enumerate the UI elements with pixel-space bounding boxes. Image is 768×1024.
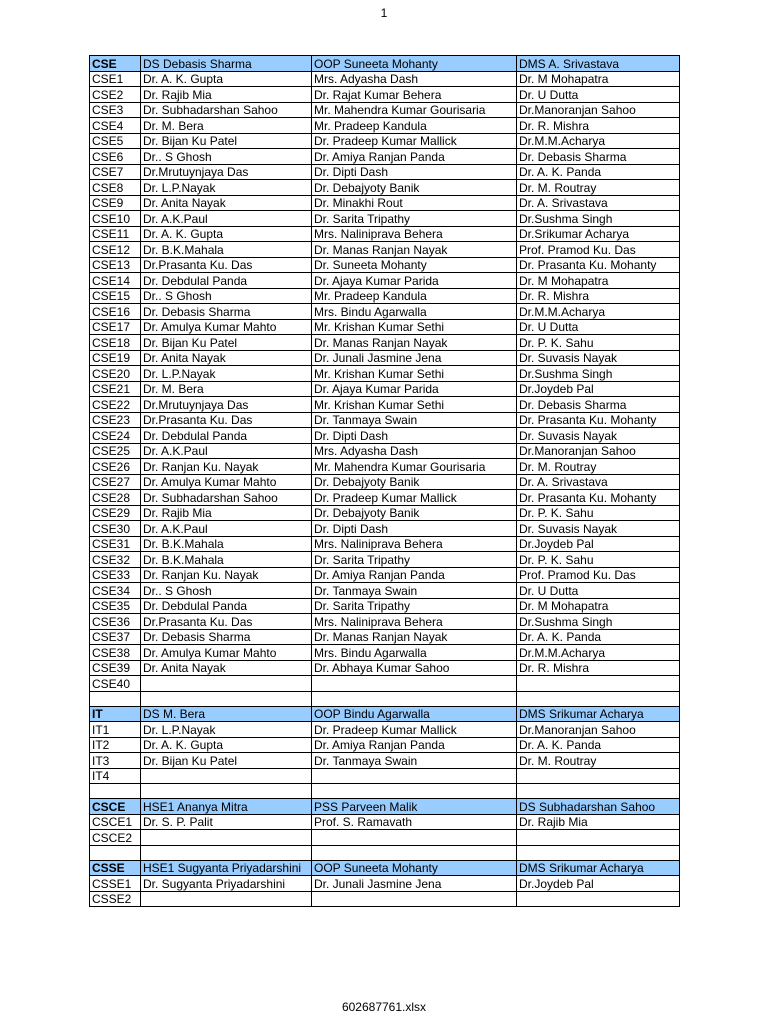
table-row bbox=[90, 412, 680, 428]
table-row bbox=[90, 676, 680, 692]
group-code-cell[interactable]: CSE30 bbox=[90, 521, 141, 537]
group-code-cell[interactable]: CSE25 bbox=[90, 443, 141, 459]
faculty-name-cell[interactable] bbox=[141, 768, 312, 784]
faculty-name-cell[interactable]: Dr.. S Ghosh bbox=[141, 288, 312, 304]
faculty-name-cell[interactable]: Dr. A. K. Panda bbox=[517, 737, 680, 753]
table-row bbox=[90, 397, 680, 413]
faculty-name-cell[interactable]: Dr. Ajaya Kumar Parida bbox=[312, 381, 517, 397]
faculty-name-cell[interactable]: Dr. Rajat Kumar Behera bbox=[312, 87, 517, 103]
faculty-name-cell[interactable]: Dr.. S Ghosh bbox=[141, 149, 312, 165]
faculty-name-cell[interactable]: Dr. Pradeep Kumar Mallick bbox=[312, 722, 517, 738]
faculty-name-cell[interactable]: Dr. Prasanta Ku. Mohanty bbox=[517, 490, 680, 506]
spacer-row bbox=[90, 691, 680, 706]
group-code-cell[interactable]: CSE19 bbox=[90, 350, 141, 366]
table-row bbox=[90, 149, 680, 165]
group-code-cell[interactable]: CSE38 bbox=[90, 645, 141, 661]
faculty-name-cell[interactable] bbox=[141, 830, 312, 846]
faculty-name-cell[interactable]: Dr. Bijan Ku Patel bbox=[141, 335, 312, 351]
faculty-name-cell[interactable]: Dr. P. K. Sahu bbox=[517, 552, 680, 568]
faculty-name-cell[interactable]: Dr. Dipti Dash bbox=[312, 521, 517, 537]
group-code-cell[interactable]: CSE21 bbox=[90, 381, 141, 397]
group-code-cell[interactable]: CSE39 bbox=[90, 660, 141, 676]
faculty-name-cell[interactable] bbox=[517, 830, 680, 846]
group-code-cell[interactable]: CSE23 bbox=[90, 412, 141, 428]
table-row bbox=[90, 660, 680, 676]
subject-header-cell[interactable]: OOP Suneeta Mohanty bbox=[312, 860, 517, 876]
faculty-name-cell[interactable]: Mr. Krishan Kumar Sethi bbox=[312, 366, 517, 382]
table-row bbox=[90, 598, 680, 614]
faculty-name-cell[interactable]: Dr. Amulya Kumar Mahto bbox=[141, 474, 312, 490]
group-code-cell[interactable]: CSE29 bbox=[90, 505, 141, 521]
faculty-name-cell[interactable]: Dr. M Mohapatra bbox=[517, 71, 680, 87]
faculty-name-cell[interactable]: Dr.Joydeb Pal bbox=[517, 536, 680, 552]
faculty-name-cell[interactable]: Dr. Debajyoty Banik bbox=[312, 474, 517, 490]
faculty-name-cell[interactable]: Dr. Debdulal Panda bbox=[141, 428, 312, 444]
section-code-cell[interactable]: CSSE bbox=[90, 860, 141, 876]
faculty-name-cell[interactable]: Dr. Anita Nayak bbox=[141, 350, 312, 366]
subject-header-cell[interactable]: HSE1 Ananya Mitra bbox=[141, 799, 312, 815]
section-header-row bbox=[90, 56, 680, 72]
faculty-name-cell[interactable]: Dr. M Mohapatra bbox=[517, 273, 680, 289]
group-code-cell[interactable]: CSE5 bbox=[90, 133, 141, 149]
group-code-cell[interactable]: CSE24 bbox=[90, 428, 141, 444]
table-row bbox=[90, 474, 680, 490]
table-row bbox=[90, 891, 680, 907]
group-code-cell[interactable]: CSSE2 bbox=[90, 891, 141, 907]
faculty-name-cell[interactable]: Mr. Mahendra Kumar Gourisaria bbox=[312, 459, 517, 475]
empty-cell[interactable] bbox=[90, 784, 141, 799]
group-code-cell[interactable]: CSE22 bbox=[90, 397, 141, 413]
faculty-name-cell[interactable]: Dr.Manoranjan Sahoo bbox=[517, 102, 680, 118]
faculty-name-cell[interactable] bbox=[312, 830, 517, 846]
group-code-cell[interactable]: CSE28 bbox=[90, 490, 141, 506]
faculty-name-cell[interactable]: Dr. Sugyanta Priyadarshini bbox=[141, 876, 312, 892]
group-code-cell[interactable]: IT3 bbox=[90, 753, 141, 769]
table-row bbox=[90, 87, 680, 103]
faculty-name-cell[interactable]: Mr. Pradeep Kandula bbox=[312, 118, 517, 134]
faculty-name-cell[interactable]: Dr. M Mohapatra bbox=[517, 598, 680, 614]
group-code-cell[interactable]: CSE11 bbox=[90, 226, 141, 242]
table-row bbox=[90, 350, 680, 366]
group-code-cell[interactable]: CSE15 bbox=[90, 288, 141, 304]
faculty-name-cell[interactable]: Dr. Debdulal Panda bbox=[141, 598, 312, 614]
faculty-name-cell[interactable]: Dr. B.K.Mahala bbox=[141, 242, 312, 258]
table-row bbox=[90, 505, 680, 521]
group-code-cell[interactable]: CSE20 bbox=[90, 366, 141, 382]
table-row bbox=[90, 211, 680, 227]
table-row bbox=[90, 737, 680, 753]
section-code-cell[interactable]: CSCE bbox=[90, 799, 141, 815]
group-code-cell[interactable]: IT2 bbox=[90, 737, 141, 753]
table-row bbox=[90, 195, 680, 211]
faculty-name-cell[interactable] bbox=[312, 891, 517, 907]
group-code-cell[interactable]: CSE35 bbox=[90, 598, 141, 614]
faculty-name-cell[interactable]: Mrs. Bindu Agarwalla bbox=[312, 645, 517, 661]
table-row bbox=[90, 319, 680, 335]
faculty-name-cell[interactable]: Dr. L.P.Nayak bbox=[141, 722, 312, 738]
faculty-name-cell[interactable]: Dr. S. P. Palit bbox=[141, 814, 312, 830]
empty-cell[interactable] bbox=[517, 784, 680, 799]
table-row bbox=[90, 381, 680, 397]
faculty-name-cell[interactable]: Dr.. S Ghosh bbox=[141, 583, 312, 599]
faculty-name-cell[interactable] bbox=[517, 891, 680, 907]
faculty-name-cell[interactable]: Dr. Anita Nayak bbox=[141, 195, 312, 211]
faculty-name-cell[interactable] bbox=[517, 768, 680, 784]
table-row bbox=[90, 490, 680, 506]
faculty-name-cell[interactable]: Dr.M.M.Acharya bbox=[517, 133, 680, 149]
faculty-name-cell[interactable]: Dr. Tanmaya Swain bbox=[312, 583, 517, 599]
group-code-cell[interactable]: CSE26 bbox=[90, 459, 141, 475]
empty-cell[interactable] bbox=[312, 784, 517, 799]
faculty-name-cell[interactable]: Dr. Sarita Tripathy bbox=[312, 598, 517, 614]
faculty-name-cell[interactable]: Dr. Amiya Ranjan Panda bbox=[312, 567, 517, 583]
group-code-cell[interactable]: CSE9 bbox=[90, 195, 141, 211]
faculty-name-cell[interactable]: Dr. A. Srivastava bbox=[517, 474, 680, 490]
group-code-cell[interactable]: CSE34 bbox=[90, 583, 141, 599]
group-code-cell[interactable]: CSE12 bbox=[90, 242, 141, 258]
section-header-row bbox=[90, 799, 680, 815]
table-row bbox=[90, 459, 680, 475]
group-code-cell[interactable]: IT1 bbox=[90, 722, 141, 738]
faculty-name-cell[interactable]: Dr. M. Bera bbox=[141, 381, 312, 397]
table-row bbox=[90, 242, 680, 258]
table-row bbox=[90, 722, 680, 738]
group-code-cell[interactable]: CSE2 bbox=[90, 87, 141, 103]
faculty-name-cell[interactable]: Dr. M. Routray bbox=[517, 459, 680, 475]
group-code-cell[interactable]: CSE14 bbox=[90, 273, 141, 289]
subject-header-cell[interactable]: DMS Srikumar Acharya bbox=[517, 706, 680, 722]
table-row bbox=[90, 366, 680, 382]
subject-header-cell[interactable]: OOP Bindu Agarwalla bbox=[312, 706, 517, 722]
page-number: 1 bbox=[380, 6, 388, 20]
empty-cell[interactable] bbox=[141, 691, 312, 706]
table-row bbox=[90, 71, 680, 87]
faculty-name-cell[interactable] bbox=[141, 891, 312, 907]
faculty-name-cell[interactable]: Dr. Suvasis Nayak bbox=[517, 521, 680, 537]
empty-cell[interactable] bbox=[141, 845, 312, 860]
faculty-name-cell[interactable]: Mr. Pradeep Kandula bbox=[312, 288, 517, 304]
table-row bbox=[90, 753, 680, 769]
faculty-name-cell[interactable]: Dr. L.P.Nayak bbox=[141, 180, 312, 196]
faculty-name-cell[interactable]: Mr. Krishan Kumar Sethi bbox=[312, 319, 517, 335]
faculty-name-cell[interactable]: Dr. M. Routray bbox=[517, 753, 680, 769]
subject-header-cell[interactable]: PSS Parveen Malik bbox=[312, 799, 517, 815]
faculty-name-cell[interactable]: Dr. A. K. Panda bbox=[517, 164, 680, 180]
faculty-name-cell[interactable]: Mrs. Bindu Agarwalla bbox=[312, 304, 517, 320]
group-code-cell[interactable]: IT4 bbox=[90, 768, 141, 784]
table-row bbox=[90, 876, 680, 892]
faculty-name-cell[interactable]: Dr.Prasanta Ku. Das bbox=[141, 257, 312, 273]
group-code-cell[interactable]: CSSE1 bbox=[90, 876, 141, 892]
faculty-name-cell[interactable]: Dr. Suvasis Nayak bbox=[517, 350, 680, 366]
faculty-name-cell[interactable]: Dr. Tanmaya Swain bbox=[312, 753, 517, 769]
faculty-name-cell[interactable]: Dr. Debasis Sharma bbox=[517, 149, 680, 165]
subject-header-cell[interactable]: HSE1 Sugyanta Priyadarshini bbox=[141, 860, 312, 876]
faculty-name-cell[interactable]: Dr. Debajyoty Banik bbox=[312, 505, 517, 521]
faculty-name-cell[interactable]: Dr. Suneeta Mohanty bbox=[312, 257, 517, 273]
faculty-name-cell[interactable]: Dr. B.K.Mahala bbox=[141, 552, 312, 568]
table-row bbox=[90, 180, 680, 196]
faculty-name-cell[interactable]: Dr. Ranjan Ku. Nayak bbox=[141, 459, 312, 475]
faculty-name-cell[interactable]: Dr. A. K. Gupta bbox=[141, 737, 312, 753]
faculty-name-cell[interactable]: Dr.Mrutuynjaya Das bbox=[141, 164, 312, 180]
faculty-name-cell[interactable]: Dr. Junali Jasmine Jena bbox=[312, 876, 517, 892]
table-row bbox=[90, 443, 680, 459]
faculty-name-cell[interactable]: Dr. Pradeep Kumar Mallick bbox=[312, 490, 517, 506]
group-code-cell[interactable]: CSE13 bbox=[90, 257, 141, 273]
faculty-name-cell[interactable]: Dr. Subhadarshan Sahoo bbox=[141, 102, 312, 118]
faculty-name-cell[interactable]: Dr. Amulya Kumar Mahto bbox=[141, 645, 312, 661]
subject-header-cell[interactable]: DS Subhadarshan Sahoo bbox=[517, 799, 680, 815]
section-code-cell[interactable]: IT bbox=[90, 706, 141, 722]
faculty-name-cell[interactable]: Prof. Pramod Ku. Das bbox=[517, 242, 680, 258]
faculty-name-cell[interactable]: Dr. Debasis Sharma bbox=[141, 304, 312, 320]
faculty-name-cell[interactable]: Dr. Prasanta Ku. Mohanty bbox=[517, 257, 680, 273]
faculty-name-cell[interactable]: Mr. Mahendra Kumar Gourisaria bbox=[312, 102, 517, 118]
table-row bbox=[90, 830, 680, 846]
table-row bbox=[90, 567, 680, 583]
faculty-name-cell[interactable]: Dr. A. K. Gupta bbox=[141, 226, 312, 242]
group-code-cell[interactable]: CSE3 bbox=[90, 102, 141, 118]
faculty-name-cell[interactable]: Prof. S. Ramavath bbox=[312, 814, 517, 830]
faculty-name-cell[interactable]: Dr. A.K.Paul bbox=[141, 521, 312, 537]
footer-filename: 602687761.xlsx bbox=[341, 1000, 427, 1014]
empty-cell[interactable] bbox=[141, 784, 312, 799]
faculty-name-cell[interactable]: Dr. R. Mishra bbox=[517, 288, 680, 304]
faculty-name-cell[interactable]: Dr. Debdulal Panda bbox=[141, 273, 312, 289]
table-row bbox=[90, 118, 680, 134]
faculty-name-cell[interactable] bbox=[141, 676, 312, 692]
faculty-name-cell[interactable]: Dr. A. K. Panda bbox=[517, 629, 680, 645]
section-header-row bbox=[90, 860, 680, 876]
faculty-name-cell[interactable]: Dr.Mrutuynjaya Das bbox=[141, 397, 312, 413]
faculty-name-cell[interactable]: Dr.Manoranjan Sahoo bbox=[517, 722, 680, 738]
group-code-cell[interactable]: CSE10 bbox=[90, 211, 141, 227]
faculty-name-cell[interactable]: Dr. Manas Ranjan Nayak bbox=[312, 629, 517, 645]
group-code-cell[interactable]: CSE32 bbox=[90, 552, 141, 568]
faculty-name-cell[interactable]: Dr. R. Mishra bbox=[517, 660, 680, 676]
table-row bbox=[90, 536, 680, 552]
faculty-name-cell[interactable]: Dr. Bijan Ku Patel bbox=[141, 753, 312, 769]
group-code-cell[interactable]: CSE4 bbox=[90, 118, 141, 134]
faculty-name-cell[interactable]: Dr. P. K. Sahu bbox=[517, 335, 680, 351]
faculty-name-cell[interactable]: Dr.Srikumar Acharya bbox=[517, 226, 680, 242]
group-code-cell[interactable]: CSE18 bbox=[90, 335, 141, 351]
faculty-name-cell[interactable]: Dr. Anita Nayak bbox=[141, 660, 312, 676]
faculty-name-cell[interactable]: Dr. Rajib Mia bbox=[141, 505, 312, 521]
faculty-name-cell[interactable]: Mrs. Adyasha Dash bbox=[312, 443, 517, 459]
faculty-name-cell[interactable]: Dr. Debajyoty Banik bbox=[312, 180, 517, 196]
faculty-name-cell[interactable] bbox=[312, 768, 517, 784]
faculty-name-cell[interactable]: Dr. R. Mishra bbox=[517, 118, 680, 134]
empty-cell[interactable] bbox=[517, 845, 680, 860]
faculty-name-cell[interactable]: Dr. A. K. Gupta bbox=[141, 71, 312, 87]
table-row bbox=[90, 614, 680, 630]
faculty-name-cell[interactable]: Dr.M.M.Acharya bbox=[517, 645, 680, 661]
faculty-name-cell[interactable]: Dr. U Dutta bbox=[517, 319, 680, 335]
table-row bbox=[90, 288, 680, 304]
faculty-name-cell[interactable]: Dr. Dipti Dash bbox=[312, 164, 517, 180]
empty-cell[interactable] bbox=[312, 691, 517, 706]
table-row bbox=[90, 257, 680, 273]
table-row bbox=[90, 273, 680, 289]
faculty-name-cell[interactable]: Dr.Joydeb Pal bbox=[517, 381, 680, 397]
faculty-name-cell[interactable]: Mrs. Adyasha Dash bbox=[312, 71, 517, 87]
faculty-name-cell[interactable]: Dr. Suvasis Nayak bbox=[517, 428, 680, 444]
faculty-name-cell[interactable]: Dr.M.M.Acharya bbox=[517, 304, 680, 320]
table-row bbox=[90, 583, 680, 599]
faculty-name-cell[interactable]: Dr. Debasis Sharma bbox=[141, 629, 312, 645]
faculty-name-cell[interactable]: Dr.Joydeb Pal bbox=[517, 876, 680, 892]
table-row bbox=[90, 521, 680, 537]
table-row bbox=[90, 335, 680, 351]
faculty-name-cell[interactable]: Dr. Subhadarshan Sahoo bbox=[141, 490, 312, 506]
section-header-row bbox=[90, 706, 680, 722]
faculty-name-cell[interactable]: Dr. Debasis Sharma bbox=[517, 397, 680, 413]
subject-header-cell[interactable]: OOP Suneeta Mohanty bbox=[312, 56, 517, 72]
faculty-name-cell[interactable]: Dr.Sushma Singh bbox=[517, 614, 680, 630]
group-code-cell[interactable]: CSE40 bbox=[90, 676, 141, 692]
faculty-name-cell[interactable]: Dr. Amiya Ranjan Panda bbox=[312, 737, 517, 753]
faculty-name-cell[interactable]: Dr. P. K. Sahu bbox=[517, 505, 680, 521]
faculty-name-cell[interactable]: Dr.Sushma Singh bbox=[517, 211, 680, 227]
table-row bbox=[90, 428, 680, 444]
faculty-name-cell[interactable]: Prof. Pramod Ku. Das bbox=[517, 567, 680, 583]
group-code-cell[interactable]: CSE8 bbox=[90, 180, 141, 196]
faculty-name-cell[interactable]: Dr. Sarita Tripathy bbox=[312, 552, 517, 568]
faculty-name-cell[interactable]: Dr. A.K.Paul bbox=[141, 211, 312, 227]
group-code-cell[interactable]: CSE33 bbox=[90, 567, 141, 583]
faculty-name-cell[interactable]: Dr. Prasanta Ku. Mohanty bbox=[517, 412, 680, 428]
table-row bbox=[90, 304, 680, 320]
empty-cell[interactable] bbox=[312, 845, 517, 860]
table-row bbox=[90, 768, 680, 784]
faculty-name-cell[interactable] bbox=[517, 676, 680, 692]
faculty-name-cell[interactable]: Mrs. Nalinipravа Behera bbox=[312, 536, 517, 552]
spacer-row bbox=[90, 845, 680, 860]
faculty-name-cell[interactable]: Dr. Junali Jasmine Jena bbox=[312, 350, 517, 366]
subject-header-cell[interactable]: DS M. Bera bbox=[141, 706, 312, 722]
faculty-name-cell[interactable]: Dr. L.P.Nayak bbox=[141, 366, 312, 382]
faculty-allocation-table bbox=[89, 55, 680, 907]
faculty-name-cell[interactable]: Dr. Manas Ranjan Nayak bbox=[312, 335, 517, 351]
faculty-name-cell[interactable]: Dr. Bijan Ku Patel bbox=[141, 133, 312, 149]
group-code-cell[interactable]: CSCE2 bbox=[90, 830, 141, 846]
faculty-name-cell[interactable]: Mrs. Nalinipravа Behera bbox=[312, 614, 517, 630]
subject-header-cell[interactable]: DMS Srikumar Acharya bbox=[517, 860, 680, 876]
spacer-row bbox=[90, 784, 680, 799]
faculty-name-cell[interactable] bbox=[312, 676, 517, 692]
faculty-name-cell[interactable]: Dr. Rajib Mia bbox=[517, 814, 680, 830]
faculty-name-cell[interactable]: Dr. Pradeep Kumar Mallick bbox=[312, 133, 517, 149]
faculty-name-cell[interactable]: Mrs. Nalinipravа Behera bbox=[312, 226, 517, 242]
faculty-name-cell[interactable]: Dr. A. Srivastava bbox=[517, 195, 680, 211]
faculty-name-cell[interactable]: Dr. M. Routray bbox=[517, 180, 680, 196]
empty-cell[interactable] bbox=[517, 691, 680, 706]
group-code-cell[interactable]: CSE7 bbox=[90, 164, 141, 180]
table-row bbox=[90, 645, 680, 661]
faculty-name-cell[interactable]: Dr. B.K.Mahala bbox=[141, 536, 312, 552]
faculty-name-cell[interactable]: Dr. Amiya Ranjan Panda bbox=[312, 149, 517, 165]
group-code-cell[interactable]: CSE31 bbox=[90, 536, 141, 552]
group-code-cell[interactable]: CSE36 bbox=[90, 614, 141, 630]
table-row bbox=[90, 629, 680, 645]
faculty-name-cell[interactable]: Dr.Manoranjan Sahoo bbox=[517, 443, 680, 459]
faculty-name-cell[interactable]: Dr. M. Bera bbox=[141, 118, 312, 134]
faculty-name-cell[interactable]: Dr. Ajaya Kumar Parida bbox=[312, 273, 517, 289]
section-code-cell[interactable]: CSE bbox=[90, 56, 141, 72]
group-code-cell[interactable]: CSCE1 bbox=[90, 814, 141, 830]
table-row bbox=[90, 552, 680, 568]
faculty-name-cell[interactable]: Dr. A.K.Paul bbox=[141, 443, 312, 459]
subject-header-cell[interactable]: DS Debasis Sharma bbox=[141, 56, 312, 72]
faculty-name-cell[interactable]: Dr. U Dutta bbox=[517, 583, 680, 599]
faculty-name-cell[interactable]: Dr. Tanmaya Swain bbox=[312, 412, 517, 428]
faculty-name-cell[interactable]: Dr.Prasanta Ku. Das bbox=[141, 412, 312, 428]
empty-cell[interactable] bbox=[90, 845, 141, 860]
table-row bbox=[90, 226, 680, 242]
faculty-name-cell[interactable]: Dr. Abhaya Kumar Sahoo bbox=[312, 660, 517, 676]
table-row bbox=[90, 814, 680, 830]
group-code-cell[interactable]: CSE27 bbox=[90, 474, 141, 490]
faculty-name-cell[interactable]: Dr. U Dutta bbox=[517, 87, 680, 103]
faculty-name-cell[interactable]: Dr. Minakhi Rout bbox=[312, 195, 517, 211]
group-code-cell[interactable]: CSE1 bbox=[90, 71, 141, 87]
group-code-cell[interactable]: CSE37 bbox=[90, 629, 141, 645]
faculty-name-cell[interactable]: Dr. Manas Ranjan Nayak bbox=[312, 242, 517, 258]
faculty-name-cell[interactable]: Dr.Prasanta Ku. Das bbox=[141, 614, 312, 630]
faculty-name-cell[interactable]: Dr. Rajib Mia bbox=[141, 87, 312, 103]
faculty-name-cell[interactable]: Dr. Ranjan Ku. Nayak bbox=[141, 567, 312, 583]
group-code-cell[interactable]: CSE16 bbox=[90, 304, 141, 320]
faculty-name-cell[interactable]: Dr. Amulya Kumar Mahto bbox=[141, 319, 312, 335]
empty-cell[interactable] bbox=[90, 691, 141, 706]
subject-header-cell[interactable]: DMS A. Srivastava bbox=[517, 56, 680, 72]
table-row bbox=[90, 164, 680, 180]
group-code-cell[interactable]: CSE17 bbox=[90, 319, 141, 335]
table-row bbox=[90, 102, 680, 118]
faculty-name-cell[interactable]: Mr. Krishan Kumar Sethi bbox=[312, 397, 517, 413]
faculty-name-cell[interactable]: Dr.Sushma Singh bbox=[517, 366, 680, 382]
table-row bbox=[90, 133, 680, 149]
group-code-cell[interactable]: CSE6 bbox=[90, 149, 141, 165]
faculty-name-cell[interactable]: Dr. Sarita Tripathy bbox=[312, 211, 517, 227]
faculty-name-cell[interactable]: Dr. Dipti Dash bbox=[312, 428, 517, 444]
